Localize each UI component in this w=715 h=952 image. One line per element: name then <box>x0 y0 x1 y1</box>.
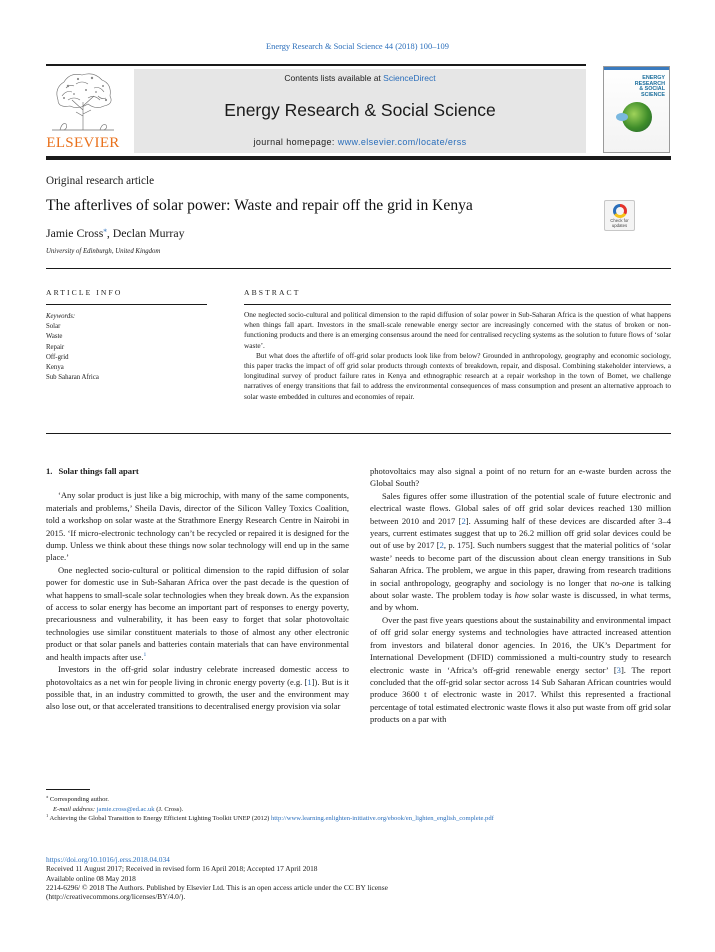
body-column-left <box>46 465 349 713</box>
author-separator: , <box>106 226 113 240</box>
check-updates-icon <box>613 204 627 218</box>
keyword: Off-grid <box>46 353 69 361</box>
available-online-date: Available online 08 May 2018 <box>46 873 136 883</box>
cover-title-line: & SOCIAL <box>639 86 665 93</box>
section-number: 1. <box>46 466 53 476</box>
body-text: ]. Assuming half of these devices are discarded after 3–4 years, current estimates suggest that up to 26.2 million off grid solar devices could be out of use by 2017 [ <box>370 515 671 551</box>
article-title: The afterlives of solar power: Waste and repair off the grid in Kenya <box>46 197 473 214</box>
keywords-heading: Keywords: <box>46 313 76 320</box>
divider <box>46 433 671 434</box>
footnote-divider <box>46 789 90 790</box>
footnote-text: Corresponding author. <box>48 796 109 803</box>
reference-link[interactable]: 2 <box>461 515 466 526</box>
email-link[interactable]: jamie.cross@ed.ac.uk <box>96 805 155 813</box>
article-type: Original research article <box>46 175 155 187</box>
body-paragraph <box>46 564 349 663</box>
journal-homepage-link[interactable]: www.elsevier.com/locate/erss <box>337 137 467 147</box>
body-text: ]). But is it possible that, in an industry committed to growth, the user and the environment may also lose out, or that accelerated transitions to decentralised energy provision via solar <box>46 676 349 712</box>
abstract-paragraph: But what does the afterlife of off-grid solar products look like from below? Grounded in anthropology, geography and economic sociology, this paper tracks the impact of off grid solar products through contexts of breakdown, repair, and disposal. Combining stakeholder interviews, a longitudinal survey of product failure rates in Kenya and ethnographic research at a repair workshop in the town of Bomet, we challenge narratives of energy transitions that fail to address the environmental consequences of mass consumption and present an alternative approach to solar waste embedded in cultures and economies of repair. <box>244 350 671 401</box>
footnote-mark: 1 <box>46 813 49 818</box>
reference-link[interactable]: 1 <box>307 676 312 687</box>
body-text: One neglected socio-cultural or political dimension to the rapid diffusion of solar power for domestic use in Sub-Saharan Africa over the past decade is the question of what happens to small-scale solar technologies when they break down. As the expansion of access to solar energy has become an important part of responses to energy poverty, precariousness and vulnerability, it has been easy to forget that solar photovoltaic technologies use similar constituent materials to those of almost any other electronic product or that solar panels and batteries contain materials that can have environmental and health impacts after use. <box>46 564 349 662</box>
article-info-heading: ARTICLE INFO <box>46 288 123 297</box>
masthead-top-rule <box>46 64 586 66</box>
author-name: Declan Murray <box>112 226 185 240</box>
masthead-bottom-rule <box>46 156 671 160</box>
keyword: Kenya <box>46 364 64 372</box>
abstract-heading: ABSTRACT <box>244 288 301 297</box>
body-column-right <box>370 465 671 726</box>
homepage-line <box>134 137 586 147</box>
footnote-mark: ⁎ <box>46 793 49 799</box>
body-paragraph <box>370 490 671 614</box>
corresponding-author-note <box>46 795 671 805</box>
license-url[interactable]: (http://creativecommons.org/licenses/BY/4.0/). <box>46 892 186 902</box>
journal-reference[interactable]: Energy Research & Social Science 44 (2018) 100–109 <box>266 42 449 51</box>
divider <box>244 304 671 305</box>
elsevier-wordmark: ELSEVIER <box>46 135 120 151</box>
corresponding-author-link[interactable]: ⁎ <box>103 226 107 235</box>
author-name: Jamie Cross <box>46 226 104 240</box>
sciencedirect-link[interactable]: ScienceDirect <box>383 73 436 83</box>
footnote-link[interactable]: 1 <box>143 651 147 658</box>
section-title: Solar things fall apart <box>58 466 139 476</box>
body-text: is talking about solar waste. The problem today is <box>370 577 671 601</box>
body-text: ]. The report concluded that the off-grid solar sector across 14 Sub Saharan African countries would produce 3600 t of electronic waste in 2017. Whilst this represented a fractional percentage of total estimated electronic waste flows it also put waste from off grid solar products on a par with <box>370 664 671 725</box>
affiliation: University of Edinburgh, United Kingdom <box>46 248 161 255</box>
footnote-1 <box>46 814 671 824</box>
body-text: Over the past five years questions about the sustainability and environmental impact of off grid solar energy systems and technologies have attracted increased attention from investors and bilateral donor agencies. In 2016, the UK’s Department for International Development (DFID) commissioned a multi-country study to research electronic waste in ‘Africa’s off-grid renewable energy sector’ [ <box>370 614 671 675</box>
cover-title-line: ENERGY <box>642 75 665 81</box>
journal-cover-thumbnail[interactable] <box>603 66 670 153</box>
keyword: Sub Saharan Africa <box>46 374 99 382</box>
author-list <box>46 226 184 241</box>
divider <box>46 304 207 305</box>
body-text: Sales figures offer some illustration of the potential scale of future electronic and electrical waste flows. Global sales of off grid solar devices reached 130 million between 2010 and 2017 [ <box>370 490 671 526</box>
footnote-url-link[interactable]: http://www.learning.enlighten-initiative.org/ebook/en_lighten_english_complete.pdf <box>270 815 494 823</box>
reference-link[interactable]: 3 <box>616 664 621 675</box>
abstract-text <box>244 310 671 402</box>
check-for-updates-button[interactable] <box>604 200 635 231</box>
divider <box>46 268 671 269</box>
keywords-list <box>46 312 99 383</box>
body-paragraph <box>370 614 671 726</box>
keyword: Waste <box>46 333 63 341</box>
body-text: Investors in the off-grid solar industry celebrate increased domestic access to photovoltaics as a net win for people living in chronic energy poverty (e.g. [ <box>46 664 349 687</box>
body-text: , p. 175]. Such numbers suggest that the material politics of ‘solar waste’ needs to become part of the discussion about clean energy transitions in Sub Saharan Africa. The problem, we argue in this paper, drawing from research traditions in social anthropology, geography and sociology is no longer that <box>370 540 671 588</box>
footnote-text: (J. Cross). <box>154 805 184 813</box>
cover-artwork-accent <box>616 113 628 121</box>
keyword: Solar <box>46 323 61 331</box>
email-note <box>46 805 671 815</box>
emphasis: how <box>514 590 529 601</box>
tree-icon <box>48 70 118 132</box>
license-statement: 2214-6296/ © 2018 The Authors. Published by Elsevier Ltd. This is an open access article under the CC BY license <box>46 882 388 892</box>
body-text: solar waste is discussed, in what terms, and by whom. <box>370 590 671 613</box>
cover-title-line: RESEARCH <box>634 80 665 87</box>
elsevier-logo[interactable] <box>44 70 122 152</box>
emphasis: no-one <box>610 577 635 588</box>
cover-title <box>605 76 665 98</box>
journal-title: Energy Research & Social Science <box>224 100 496 120</box>
body-paragraph <box>46 663 349 713</box>
journal-banner <box>134 69 586 153</box>
check-updates-label: Check for updates <box>610 218 629 228</box>
body-paragraph: photovoltaics may also signal a point of no return for an e-waste burden across the Global South? <box>370 466 671 489</box>
received-dates: Received 11 August 2017; Received in revised form 16 April 2018; Accepted 17 April 2018 <box>46 864 318 874</box>
doi-link[interactable]: https://doi.org/10.1016/j.erss.2018.04.034 <box>46 855 170 864</box>
reference-link[interactable]: 2 <box>439 540 444 551</box>
contents-line <box>134 73 586 83</box>
article-metadata <box>46 855 671 901</box>
email-label: E-mail address: <box>53 805 97 813</box>
homepage-prefix: journal homepage: <box>253 137 338 147</box>
section-heading <box>46 465 349 477</box>
body-paragraph: ‘Any solar product is just like a big microchip, with many of the same components, materials and problems,’ Sheila Davis, director of the Silicon Valley Toxics Coalition, told a workshop on solar waste at the Strathmore Energy Research Centre in Nairobi in 2015. ‘If micro-electronic technology can’t be recycled or repaired it is designed for the dump. Unless we think about these things now solar technology will end up in the same place.’ <box>46 490 349 563</box>
keyword: Repair <box>46 343 65 351</box>
cover-accent-bar <box>604 67 669 70</box>
contents-prefix: Contents lists available at <box>284 73 384 83</box>
footnotes <box>46 795 671 824</box>
cover-title-line: SCIENCE <box>641 91 665 98</box>
footnote-text: Achieving the Global Transition to Energy Efficient Lighting Toolkit UNEP (2012) <box>48 815 271 823</box>
abstract-paragraph: One neglected socio-cultural and political dimension to the rapid diffusion of solar power in Sub-Saharan Africa is the question of what happens when things fall apart. Investors in the small-scale renewable energy sector are increasingly concerned with the status of broken or non-functioning products and there is an emerging consensus around the need for centralised recycling systems as the solution to future flows of ‘solar waste’. <box>244 310 671 350</box>
